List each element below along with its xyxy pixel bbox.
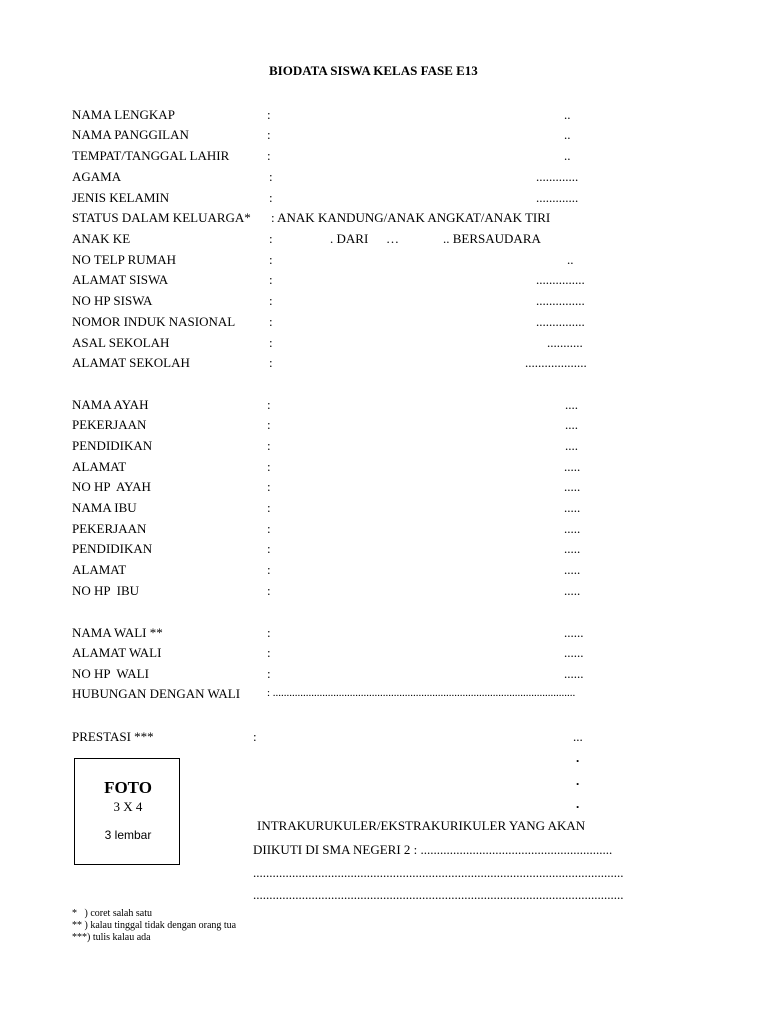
field-dots: .... [565,438,578,453]
ekstra-line: INTRAKURUKULER/EKSTRAKURIKULER YANG AKAN [257,818,586,833]
field-label: NO HP AYAH [72,479,151,494]
field-colon: : [267,645,271,660]
field-label: NAMA WALI ** [72,625,163,640]
field-label: NO HP IBU [72,583,140,598]
field-colon: : [269,293,273,308]
field-dots: .. [564,127,571,142]
field-label: PEKERJAAN [72,417,147,432]
field-colon: : [269,272,273,287]
field-label: PEKERJAAN [72,521,147,536]
prestasi-bullet: . [576,796,580,811]
field-colon: : [253,729,257,744]
field-dots: ............... [536,314,585,329]
field-label: ALAMAT [72,562,127,577]
field-label: ANAK KE [72,231,131,246]
field-label: TEMPAT/TANGGAL LAHIR [72,148,230,163]
field-label: NAMA LENGKAP [72,107,175,122]
field-colon: : [267,500,271,515]
field-colon: : ANAK KANDUNG/ANAK ANGKAT/ANAK TIRI [271,210,551,225]
field-colon: : [267,479,271,494]
field-colon: : [267,459,271,474]
field-dots: ...... [564,645,584,660]
anak-ke-dots: … [386,231,399,246]
field-colon-dotline: : .............................................................................................................. [267,687,576,699]
form-title: BIODATA SISWA KELAS FASE E13 [269,63,478,78]
field-dots: ..... [564,459,581,474]
field-label: NAMA IBU [72,500,137,515]
field-dots: ............. [536,190,579,205]
field-colon: : [267,625,271,640]
field-colon: : [267,397,271,412]
photo-box [74,758,180,865]
field-dots: ..... [564,521,581,536]
field-label: PENDIDIKAN [72,541,153,556]
anak-ke-bersaudara: .. BERSAUDARA [443,231,541,246]
field-label: ALAMAT SEKOLAH [72,355,190,370]
field-colon: : [269,169,273,184]
field-dots: .... [565,417,578,432]
field-label: NO HP WALI [72,666,149,681]
field-label: NO HP SISWA [72,293,153,308]
ekstra-line: DIIKUTI DI SMA NEGERI 2 : ........................................................... [253,842,613,857]
field-label: NAMA PANGGILAN [72,127,189,142]
field-dots: ........... [547,335,583,350]
field-label: NOMOR INDUK NASIONAL [72,314,236,329]
field-colon: : [269,335,273,350]
footnote: ***) tulis kalau ada [72,932,151,943]
field-label: NAMA AYAH [72,397,149,412]
footnote: * ) coret salah satu [72,908,152,919]
field-colon: : [269,190,273,205]
field-colon: : [267,438,271,453]
field-dots: .. [564,148,571,163]
field-dots: ..... [564,562,581,577]
field-label: ALAMAT WALI [72,645,162,660]
field-colon: : [269,252,273,267]
field-dots: ..... [564,541,581,556]
prestasi-bullet: . [576,750,580,765]
field-label: AGAMA [72,169,122,184]
field-label: STATUS DALAM KELUARGA* [72,210,251,225]
field-colon: : [269,231,273,246]
field-dots: ............... [536,293,585,308]
field-label: JENIS KELAMIN [72,190,170,205]
field-colon: : [269,355,273,370]
field-colon: : [267,107,271,122]
field-label: ASAL SEKOLAH [72,335,170,350]
ekstra-line: .................................................................................................................. [253,865,624,880]
field-label: ALAMAT [72,459,127,474]
field-dots: ..... [564,500,581,515]
field-label: PENDIDIKAN [72,438,153,453]
photo-title: FOTO [104,778,152,797]
field-colon: : [267,541,271,556]
field-colon: : [267,417,271,432]
field-dots: ...... [564,666,584,681]
field-colon: : [267,666,271,681]
anak-ke-dari: . DARI [330,231,369,246]
footnote: ** ) kalau tinggal tidak dengan orang tua [72,920,237,931]
field-dots: .. [567,252,574,267]
photo-size: 3 X 4 [113,799,143,814]
field-dots: .. [564,107,571,122]
prestasi-bullet: . [576,773,580,788]
ekstra-line: .................................................................................................................. [253,887,624,902]
field-dots: ...... [564,625,584,640]
field-colon: : [267,148,271,163]
field-dots: ............. [536,169,579,184]
field-dots: .... [565,397,578,412]
field-label: ALAMAT SISWA [72,272,169,287]
field-label: PRESTASI *** [72,729,154,744]
field-colon: : [267,583,271,598]
field-colon: : [267,127,271,142]
photo-count: 3 lembar [104,828,152,842]
field-dots: ..... [564,479,581,494]
field-label: NO TELP RUMAH [72,252,177,267]
field-dots: ..... [564,583,581,598]
field-dots: ... [573,729,583,744]
field-label: HUBUNGAN DENGAN WALI [72,686,241,701]
field-dots: ................... [525,355,587,370]
field-colon: : [267,562,271,577]
field-colon: : [269,314,273,329]
field-dots: ............... [536,272,585,287]
field-colon: : [267,521,271,536]
